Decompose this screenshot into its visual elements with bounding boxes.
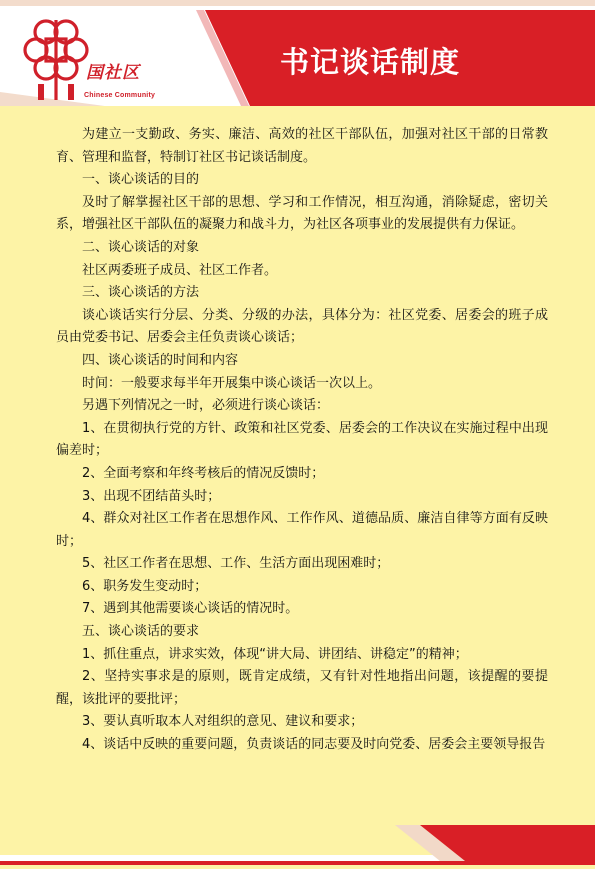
list-item: 3、要认真听取本人对组织的意见、建议和要求； [82, 714, 364, 730]
list-item: 4、群众对社区工作者在思想作风、工作作风、道德品质、廉洁自律等方面有反映时； [56, 511, 548, 549]
list-item: 6、职务发生变动时； [82, 578, 208, 594]
footer-graphic [0, 815, 595, 865]
section-heading: 四、谈心谈话的时间和内容 [82, 352, 239, 368]
paragraph: 为建立一支勤政、务实、廉洁、高效的社区干部队伍，加强对社区干部的日常教育、管理和监督，特制订社区书记谈话制度。 [56, 127, 548, 165]
list-item: 3、出现不团结苗头时； [82, 488, 221, 504]
paragraph: 时间：一般要求每半年开展集中谈心谈话一次以上。 [82, 375, 382, 391]
logo-caption: Chinese Community [84, 92, 156, 99]
paragraph: 社区两委班子成员、社区工作者。 [82, 262, 278, 278]
list-item: 2、全面考察和年终考核后的情况反馈时； [82, 465, 325, 481]
list-item: 7、遇到其他需要谈心谈话的情况时。 [82, 601, 299, 617]
section-heading: 一、谈心谈话的目的 [82, 172, 200, 188]
section-heading: 三、谈心谈话的方法 [82, 285, 200, 301]
section-heading: 五、谈心谈话的要求 [82, 624, 200, 640]
paragraph: 及时了解掌握社区干部的思想、学习和工作情况，相互沟通，消除疑虑，密切关系，增强社区干部队伍的凝聚力和战斗力，为社区各项事业的发展提供有力保证。 [56, 194, 548, 233]
list-item: 4、谈话中反映的重要问题，负责谈话的同志要及时向党委、居委会主要领导报告 [82, 737, 546, 753]
list-item: 1、抓住重点，讲求实效，体现“讲大局、讲团结、讲稳定”的精神； [82, 646, 468, 662]
header-banner [0, 0, 595, 112]
paragraph: 谈心谈话实行分层、分类、分级的办法，具体分为：社区党委、居委会的班子成员由党委书记、居委会主任负责谈心谈话； [56, 307, 548, 346]
page-title: 书记谈话制度 [279, 45, 460, 79]
list-item: 2、坚持实事求是的原则，既肯定成绩，又有针对性地指出问题，该提醒的要提醒，该批评的要批评； [56, 669, 548, 707]
paragraph: 另遇下列情况之一时，必须进行谈心谈话： [82, 398, 330, 414]
section-heading: 二、谈心谈话的对象 [82, 239, 200, 255]
regulation-body [56, 124, 548, 757]
footer-banner [0, 815, 595, 865]
list-item: 5、社区工作者在思想、工作、生活方面出现困难时； [82, 556, 390, 572]
logo-text: 国社区 [86, 63, 140, 83]
list-item: 1、在贯彻执行党的方针、政策和社区党委、居委会的工作决议在实施过程中出现偏差时； [56, 420, 548, 459]
